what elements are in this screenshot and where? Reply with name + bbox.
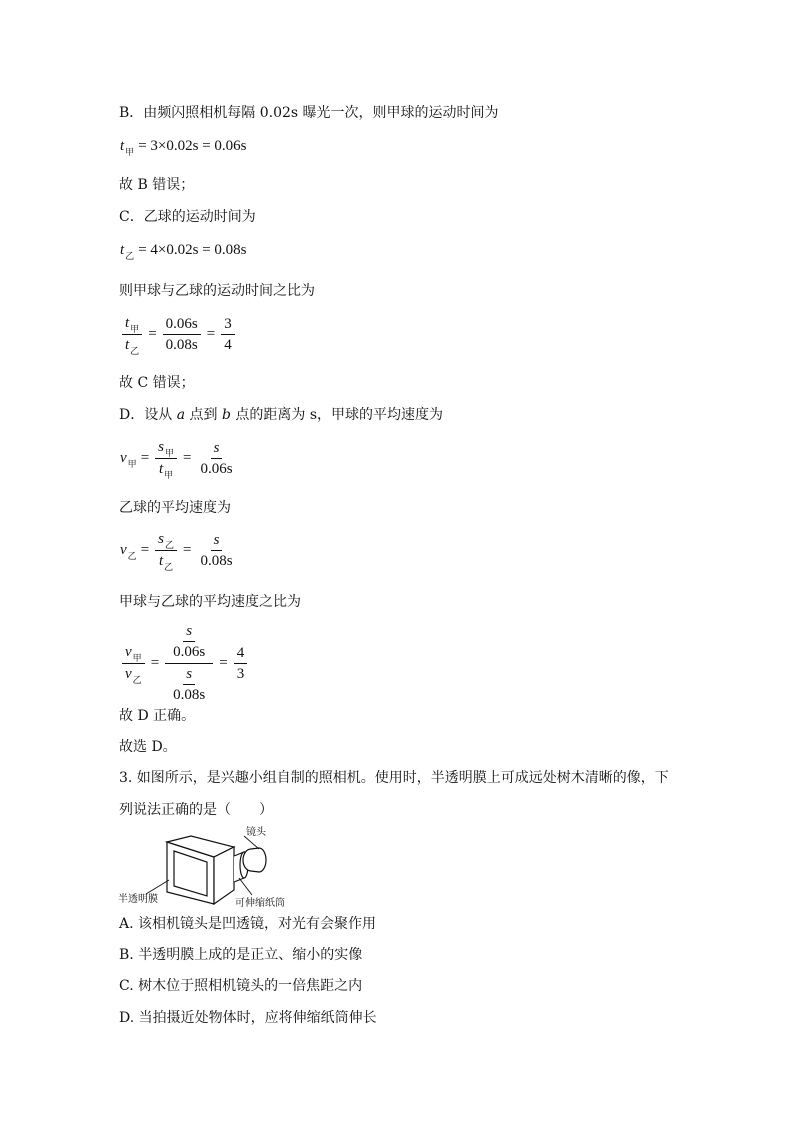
- text-line-b-intro: B．由频闪照相机每隔 0.02s 曝光一次，则甲球的运动时间为: [119, 105, 499, 121]
- text-line-speed-ratio: 甲球与乙球的平均速度之比为: [119, 594, 301, 610]
- text-line-time-ratio: 则甲球与乙球的运动时间之比为: [119, 283, 315, 299]
- text-line-v-yi-intro: 乙球的平均速度为: [119, 500, 231, 516]
- fraction-three-fourths: $\frac{3}{4}$: [221, 315, 235, 354]
- option-d[interactable]: D. 当拍摄近处物体时，应将伸缩纸筒伸长: [119, 1010, 377, 1026]
- text-line-d-intro: D．设从 a 点到 b 点的距离为 s，甲球的平均速度为: [119, 407, 444, 423]
- equation-v-jia: v 甲 = $\frac{s_甲}{t_甲}$ = $\frac{s}{0.06s}$: [120, 438, 238, 479]
- camera-figure: [118, 822, 308, 910]
- equation-t-jia: t 甲 = 3×0.02s = 0.06s: [120, 138, 247, 157]
- fraction-s-over-008: $\frac{s}{0.08s}$: [200, 532, 233, 569]
- text-line-c-intro: C．乙球的运动时间为: [119, 209, 256, 225]
- equation-speed-ratio: $\frac{v_甲}{v_乙}$ = $\frac{\frac{s}{0.06s}}{\frac{s}{0.08s}}$ = $\frac{4}{3}$: [120, 622, 249, 704]
- fraction-t-ratio: $\frac{t_甲}{t_乙}$: [122, 314, 142, 355]
- lens-label: 镜头: [246, 827, 266, 838]
- fraction-v-ratio: $\frac{v_甲}{v_乙}$: [122, 643, 145, 684]
- fraction-s-over-006: $\frac{s}{0.06s}$: [200, 440, 233, 477]
- film-label: 半透明膜: [118, 894, 158, 905]
- fraction-time-values: $\frac{0.06s}{0.08s}$: [163, 315, 201, 354]
- option-c[interactable]: C. 树木位于照相机镜头的一倍焦距之内: [119, 978, 363, 994]
- fraction-compound: $\frac{\frac{s}{0.06s}}{\frac{s}{0.08s}}$: [165, 622, 213, 704]
- fraction-four-thirds: $\frac{4}{3}$: [234, 644, 248, 683]
- fraction-s-over-t-yi: $\frac{s_乙}{t_乙}$: [155, 530, 177, 571]
- text-line-d-correct: 故 D 正确。: [119, 708, 196, 724]
- question-3-line2: 列说法正确的是（ ）: [119, 802, 273, 818]
- text-line-b-wrong: 故 B 错误；: [119, 177, 195, 193]
- equation-v-yi: v 乙 = $\frac{s_乙}{t_乙}$ = $\frac{s}{0.08s}$: [120, 530, 238, 571]
- equation-time-ratio: $\frac{t_甲}{t_乙}$ = $\frac{0.06s}{0.08s}$ = $\frac{3}{4}$: [120, 314, 237, 355]
- option-a[interactable]: A. 该相机镜头是凹透镜，对光有会聚作用: [119, 916, 377, 932]
- option-b[interactable]: B. 半透明膜上成的是正立、缩小的实像: [119, 947, 363, 963]
- question-3-line1: 3. 如图所示，是兴趣小组自制的照相机。使用时，半透明膜上可成远处树木清晰的像，下: [119, 770, 669, 786]
- tube-label: 可伸缩纸筒: [235, 898, 285, 909]
- text-line-answer: 故选 D。: [119, 739, 177, 755]
- text-line-c-wrong: 故 C 错误；: [119, 375, 195, 391]
- fraction-s-over-t-jia: $\frac{s_甲}{t_甲}$: [155, 438, 177, 479]
- equation-t-yi: t 乙 = 4×0.02s = 0.08s: [120, 242, 247, 261]
